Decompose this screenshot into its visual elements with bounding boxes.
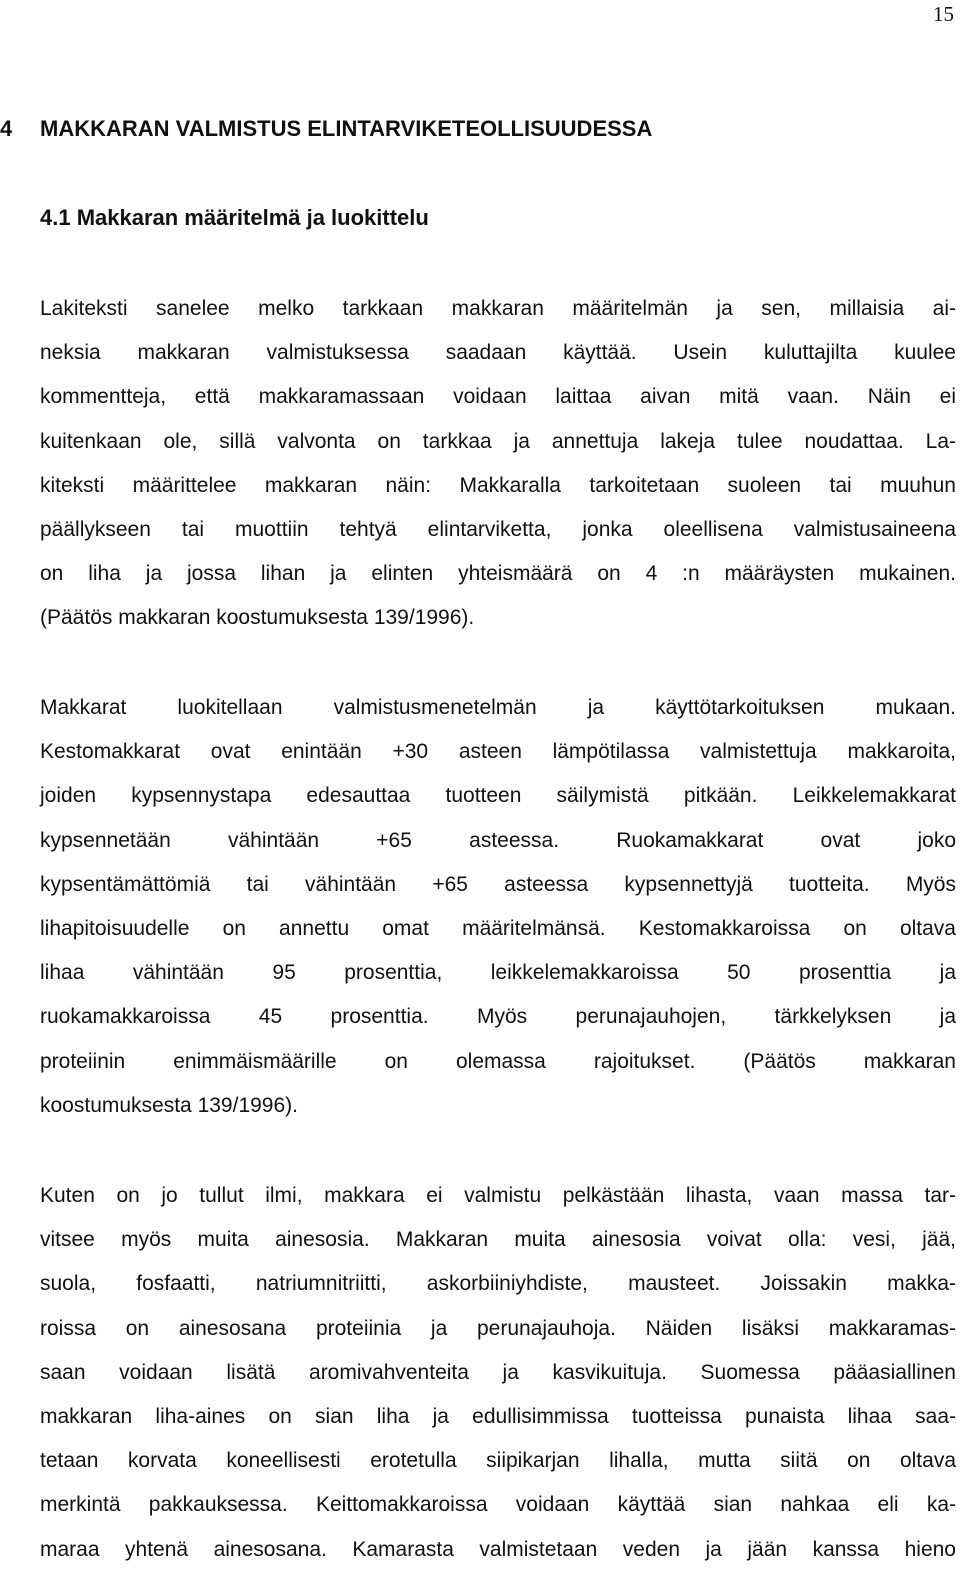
paragraph-line: vitsee myös muita ainesosia. Makkaran muita ainesosia voivat olla: vesi, jää, <box>40 1228 956 1252</box>
paragraph-line: kiteksti määrittelee makkaran näin: Makkaralla tarkoitetaan suoleen tai muuhun <box>40 473 956 497</box>
paragraph-line: on liha ja jossa lihan ja elinten yhteismäärä on 4 :n määräysten mukainen. <box>40 562 956 586</box>
paragraph-line: lihapitoisuudelle on annettu omat määritelmänsä. Kestomakkaroissa on oltava <box>40 916 956 940</box>
paragraph-classification <box>40 686 956 1128</box>
paragraph-line: koostumuksesta 139/1996). <box>40 1093 298 1117</box>
paragraph-line: kuitenkaan ole, sillä valvonta on tarkkaa ja annettuja lakeja tulee noudattaa. La- <box>40 429 956 453</box>
paragraph-line: makkaran liha-aines on sian liha ja edullisimmissa tuotteissa punaista lihaa saa- <box>40 1404 956 1428</box>
paragraph-line: Makkarat luokitellaan valmistusmenetelmän ja käyttötarkoituksen mukaan. <box>40 696 956 719</box>
paragraph-line: proteiinin enimmäismäärille on olemassa rajoitukset. (Päätös makkaran <box>40 1049 956 1073</box>
chapter-title-text: MAKKARAN VALMISTUS ELINTARVIKETEOLLISUUDESSA <box>40 116 653 141</box>
paragraph-definition <box>40 287 956 641</box>
paragraph-line: Lakiteksti sanelee melko tarkkaan makkaran määritelmän ja sen, millaisia ai- <box>40 297 956 320</box>
paragraph-line: (Päätös makkaran koostumuksesta 139/1996). <box>40 606 475 630</box>
paragraph-line: suola, fosfaatti, natriumnitriitti, askorbiiniyhdiste, mausteet. Joissakin makka- <box>40 1272 956 1296</box>
paragraph-line: roissa on ainesosana proteiinia ja perunajauhoja. Näiden lisäksi makkaramas- <box>40 1316 956 1340</box>
paragraph-line: Kestomakkarat ovat enintään +30 asteen lämpötilassa valmistettuja makkaroita, <box>40 740 956 764</box>
paragraph-line: kypsentämättömiä tai vähintään +65 asteessa kypsennettyjä tuotteita. Myös <box>40 872 956 896</box>
page-number: 15 <box>933 2 954 26</box>
paragraph-ingredients <box>40 1174 956 1572</box>
chapter-number: 4 <box>0 116 13 141</box>
paragraph-line: lihaa vähintään 95 prosenttia, leikkelemakkaroissa 50 prosenttia ja <box>40 961 956 985</box>
paragraph-line: saan voidaan lisätä aromivahventeita ja kasvikuituja. Suomessa pääasiallinen <box>40 1360 956 1384</box>
paragraph-line: merkintä pakkauksessa. Keittomakkaroissa voidaan käyttää sian nahkaa eli ka- <box>40 1493 956 1517</box>
paragraph-line: ruokamakkaroissa 45 prosenttia. Myös perunajauhojen, tärkkelyksen ja <box>40 1005 956 1029</box>
paragraph-line: Kuten on jo tullut ilmi, makkara ei valmistu pelkästään lihasta, vaan massa tar- <box>40 1184 956 1207</box>
paragraph-line: päällykseen tai muottiin tehtyä elintarviketta, jonka oleellisena valmistusaineena <box>40 517 956 541</box>
paragraph-line: maraa yhtenä ainesosana. Kamarasta valmistetaan veden ja jään kanssa hieno <box>40 1537 956 1561</box>
section-title: 4.1 Makkaran määritelmä ja luokittelu <box>40 205 429 230</box>
paragraph-line: kommentteja, että makkaramassaan voidaan laittaa aivan mitä vaan. Näin ei <box>40 385 956 409</box>
chapter-title <box>0 116 652 142</box>
paragraph-line: neksia makkaran valmistuksessa saadaan käyttää. Usein kuluttajilta kuulee <box>40 341 956 365</box>
paragraph-line: tetaan korvata koneellisesti erotetulla siipikarjan lihalla, mutta siitä on oltava <box>40 1449 956 1473</box>
paragraph-line: kypsennetään vähintään +65 asteessa. Ruokamakkarat ovat joko <box>40 828 956 852</box>
paragraph-line: joiden kypsennystapa edesauttaa tuotteen säilymistä pitkään. Leikkelemakkarat <box>40 784 956 808</box>
